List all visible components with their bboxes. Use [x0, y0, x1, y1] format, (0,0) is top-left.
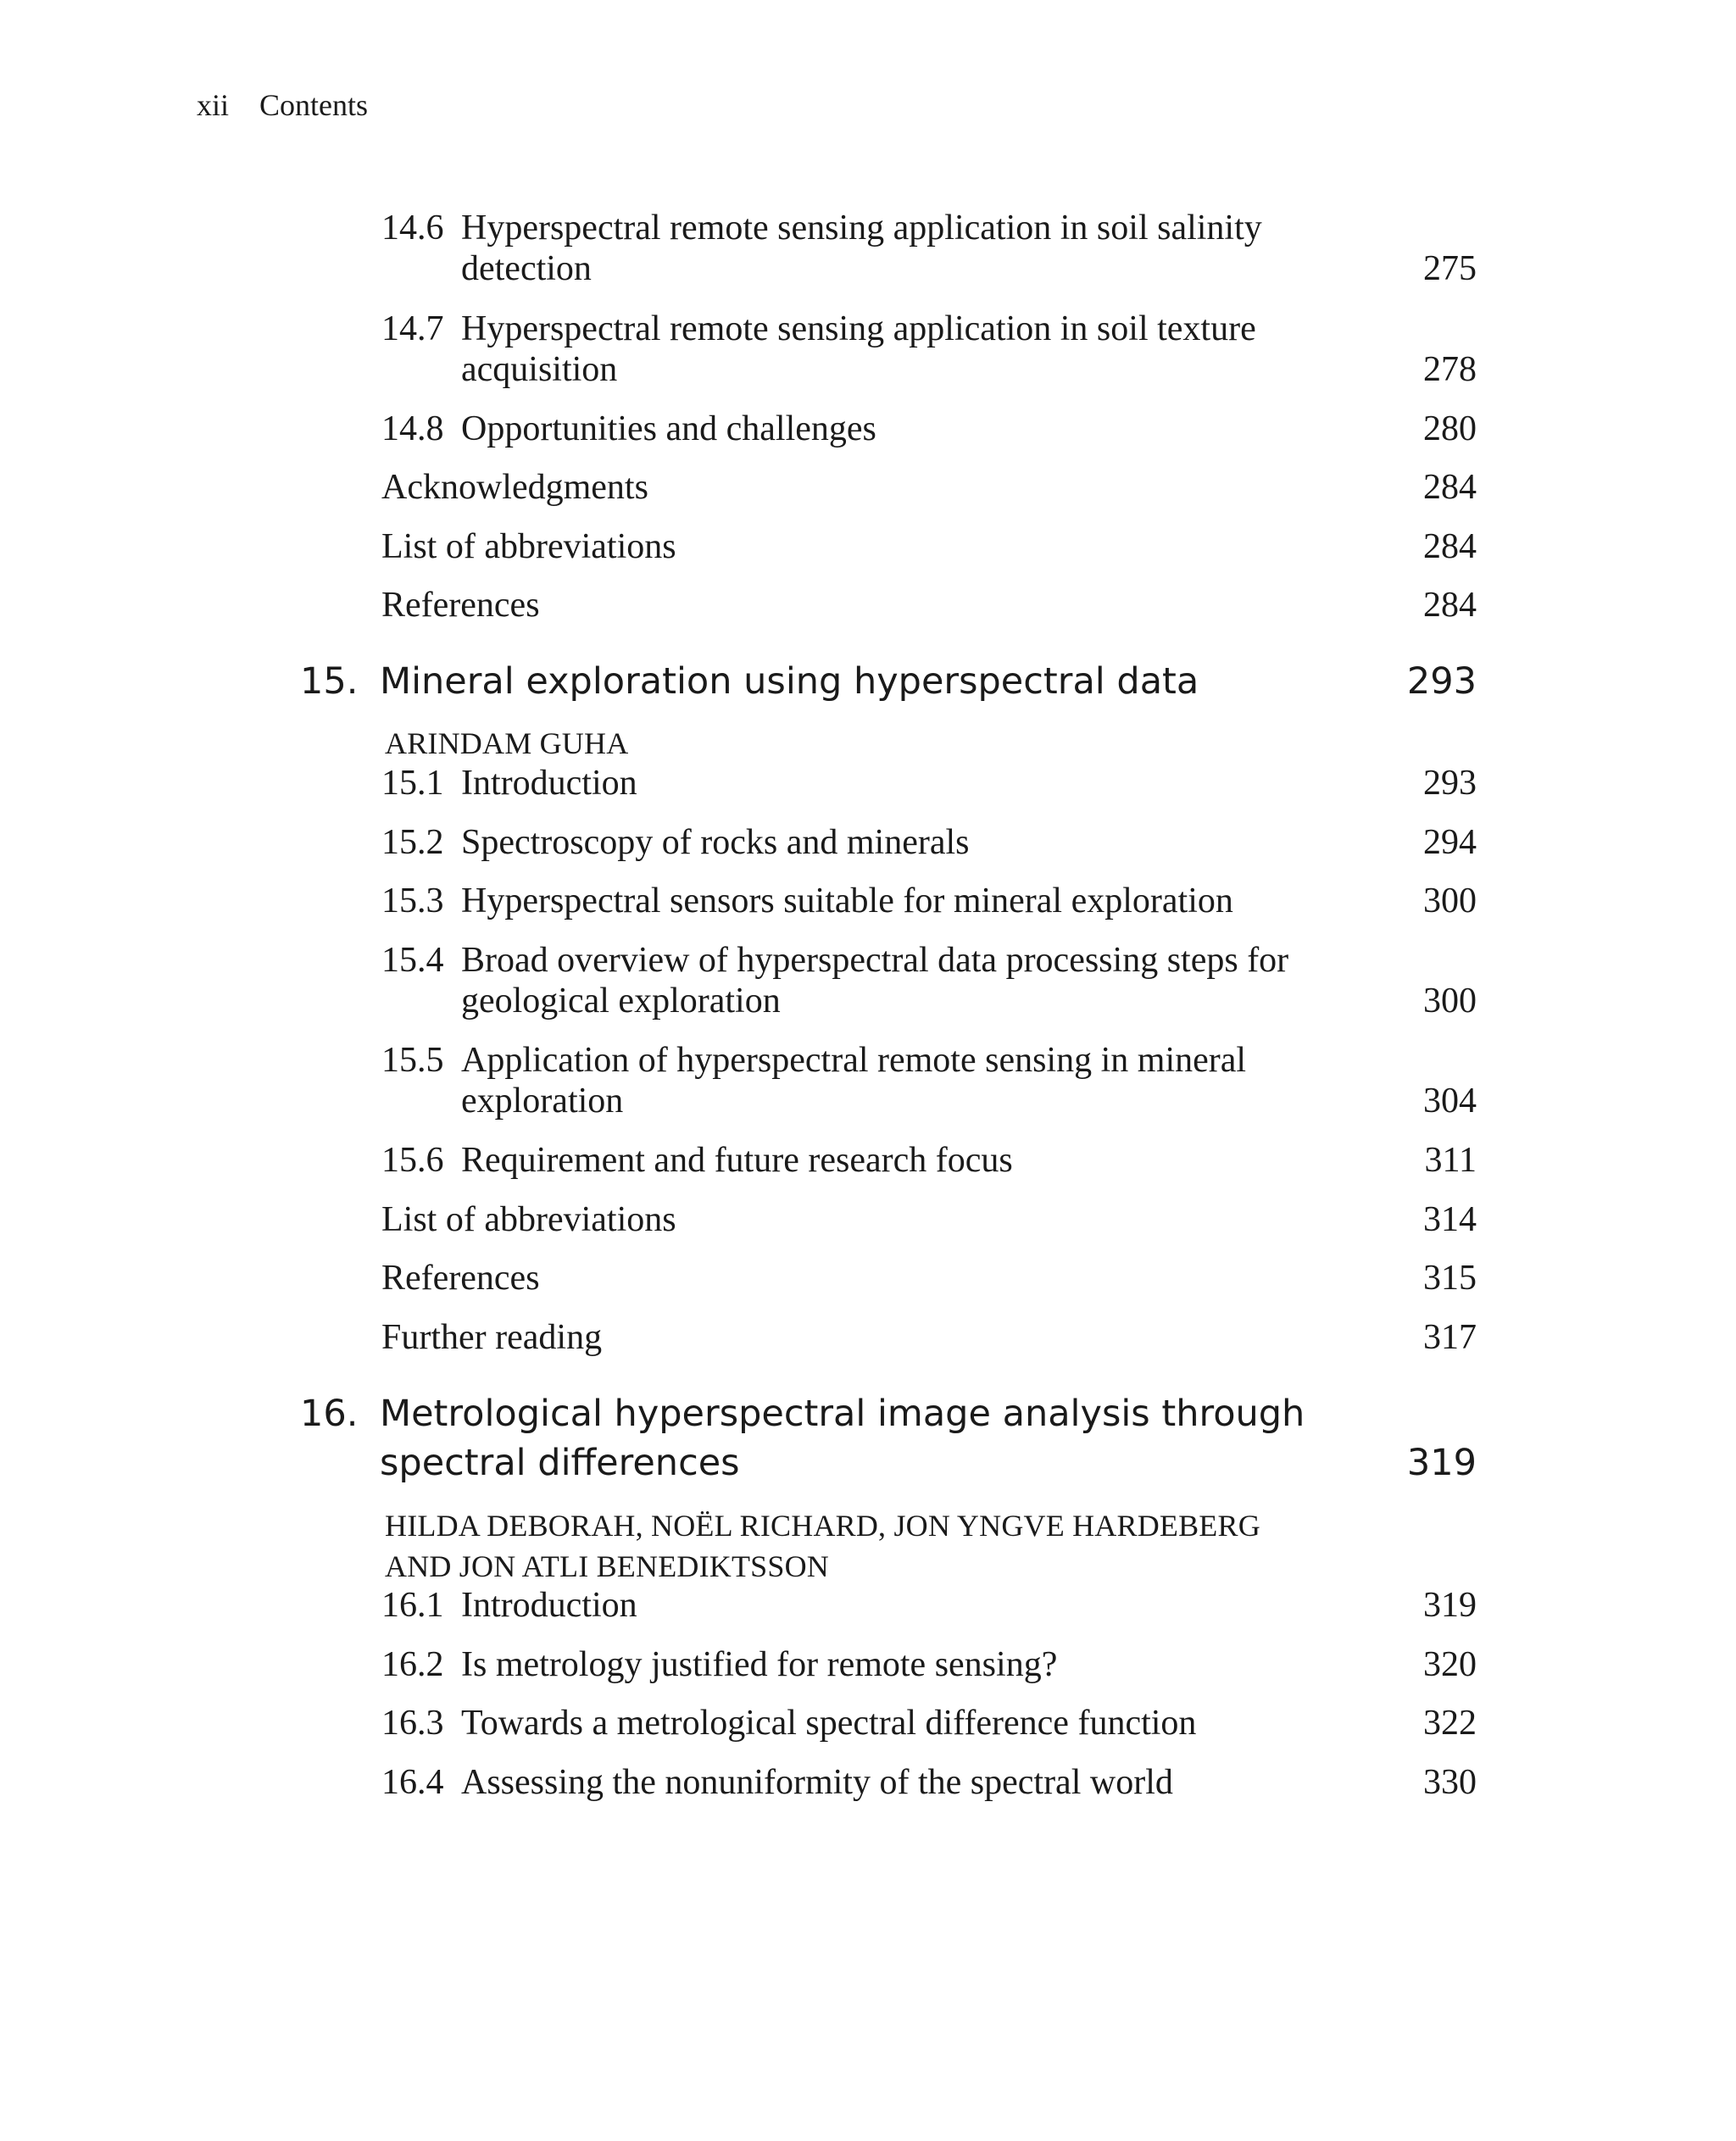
page-ref: 293 [1406, 660, 1477, 703]
page-ref: 304 [1423, 1082, 1477, 1121]
section-title: Hyperspectral remote sensing application in soil texture acquisition [461, 309, 1256, 389]
toc-entry-abbreviations-15[interactable] [381, 1199, 1477, 1240]
section-title: Hyperspectral remote sensing application in soil salinity detection [461, 209, 1262, 288]
section-title: Is metrology justified for remote sensing? [461, 1645, 1058, 1684]
page-ref: 311 [1424, 1141, 1477, 1180]
section-title: Opportunities and challenges [461, 409, 876, 448]
chapter-authors-15: ARINDAM GUHA [385, 726, 629, 760]
toc-entry-15-4[interactable] [381, 940, 1477, 1021]
section-number: 14.6 [381, 209, 444, 247]
entry-title: References [381, 586, 540, 625]
section-number: 15.2 [381, 823, 444, 862]
section-title: Hyperspectral sensors suitable for mineral exploration [461, 881, 1233, 920]
entry-title: List of abbreviations [381, 1200, 676, 1239]
section-number: 15.3 [381, 881, 444, 920]
page-ref: 314 [1423, 1200, 1477, 1239]
chapter-heading-15[interactable] [300, 657, 1477, 706]
toc-entry-references-14[interactable] [381, 585, 1477, 626]
toc-entry-16-1[interactable] [381, 1585, 1477, 1626]
chapter-number: 16. [300, 1393, 359, 1435]
authors-line: HILDA DEBORAH, NOËL RICHARD, JON YNGVE HARDEBERG [385, 1509, 1260, 1543]
page-ref: 284 [1423, 586, 1477, 625]
section-number: 16.3 [381, 1704, 444, 1743]
toc-entry-further-reading-15[interactable] [381, 1317, 1477, 1358]
toc-entry-15-5[interactable] [381, 1040, 1477, 1121]
entry-title: Acknowledgments [381, 468, 648, 507]
toc-entry-16-3[interactable] [381, 1703, 1477, 1743]
section-title: Broad overview of hyperspectral data processing steps for geological exploration [461, 941, 1289, 1020]
section-number: 16.1 [381, 1586, 444, 1625]
section-title: Introduction [461, 764, 637, 803]
entry-title: Further reading [381, 1318, 603, 1357]
toc-entry-14-7[interactable] [381, 309, 1477, 390]
page-ref: 284 [1423, 468, 1477, 507]
section-number: 15.1 [381, 764, 444, 803]
toc-entry-15-6[interactable] [381, 1140, 1477, 1181]
section-number: 15.6 [381, 1141, 444, 1180]
page-ref: 319 [1406, 1442, 1477, 1484]
entry-title: References [381, 1259, 540, 1298]
toc-entry-15-1[interactable] [381, 763, 1477, 804]
chapter-title: Metrological hyperspectral image analysis through spectral differences [380, 1393, 1305, 1484]
toc-entry-references-15[interactable] [381, 1258, 1477, 1299]
page-ref: 278 [1423, 350, 1477, 389]
page-ref: 330 [1423, 1763, 1477, 1802]
toc-entry-15-2[interactable] [381, 822, 1477, 863]
section-number: 14.8 [381, 409, 444, 448]
toc-entry-16-4[interactable] [381, 1762, 1477, 1803]
section-number: 15.4 [381, 941, 444, 980]
toc-entry-14-6[interactable] [381, 208, 1477, 289]
chapter-title: Mineral exploration using hyperspectral data [380, 660, 1199, 703]
toc-entry-14-8[interactable] [381, 409, 1477, 449]
chapter-heading-16[interactable] [300, 1389, 1477, 1488]
section-title: Spectroscopy of rocks and minerals [461, 823, 970, 862]
toc-entry-15-3[interactable] [381, 881, 1477, 921]
running-title: Contents [259, 88, 369, 122]
section-title: Introduction [461, 1586, 637, 1625]
page-ref: 319 [1423, 1586, 1477, 1625]
entry-title: List of abbreviations [381, 527, 676, 566]
page-ref: 322 [1423, 1704, 1477, 1743]
toc-entry-16-2[interactable] [381, 1644, 1477, 1685]
page-ref: 300 [1423, 881, 1477, 920]
section-title: Assessing the nonuniformity of the spectral world [461, 1763, 1173, 1802]
page-ref: 293 [1423, 764, 1477, 803]
page-ref: 275 [1423, 249, 1477, 288]
chapter-number: 15. [300, 660, 359, 703]
section-title: Towards a metrological spectral difference function [461, 1704, 1197, 1743]
authors-line: AND JON ATLI BENEDIKTSSON [385, 1549, 829, 1583]
page-ref: 284 [1423, 527, 1477, 566]
section-number: 16.2 [381, 1645, 444, 1684]
page-ref: 300 [1423, 982, 1477, 1020]
section-title: Requirement and future research focus [461, 1141, 1013, 1180]
page-ref: 280 [1423, 409, 1477, 448]
page-ref: 317 [1423, 1318, 1477, 1357]
page-ref: 294 [1423, 823, 1477, 862]
section-title: Application of hyperspectral remote sensing in mineral exploration [461, 1041, 1247, 1121]
section-number: 16.4 [381, 1763, 444, 1802]
page-number: xii [197, 88, 230, 122]
section-number: 15.5 [381, 1041, 444, 1080]
running-head [197, 85, 368, 125]
toc-entry-acknowledgments[interactable] [381, 467, 1477, 508]
page-ref: 315 [1423, 1259, 1477, 1298]
toc-entry-abbreviations-14[interactable] [381, 526, 1477, 567]
chapter-authors-16 [385, 1505, 1402, 1587]
page-ref: 320 [1423, 1645, 1477, 1684]
section-number: 14.7 [381, 309, 444, 348]
